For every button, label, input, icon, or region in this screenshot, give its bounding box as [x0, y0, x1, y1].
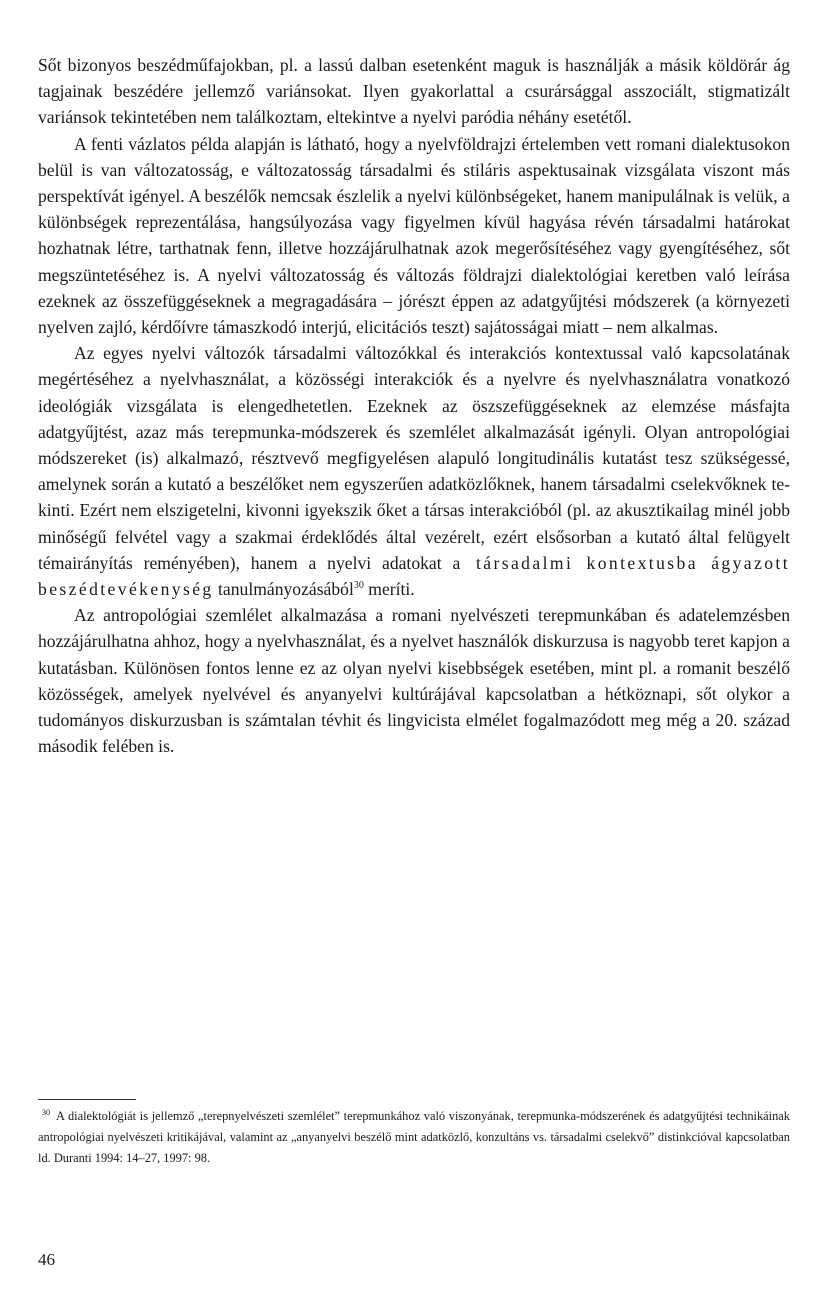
- paragraph-4: Az antropológiai szemlélet alkalmazása a romani nyelvészeti terepmunkában és adatelemzésben hozzájárulhatna ahhoz, hogy a nyelvhasználat, és a nyelvet használók diskurzusa is nagyobb teret kapjon a kutatásban. Különösen fontos lenne ez az olyan nyelvi kisebbségek esetében, mint pl. a romanit beszélő közösségek, amelyek nyelvével és anyanyelvi kultúrájával kapcsolatban a hétköznapi, sőt olykor a tudományos diskurzusban is számtalan tévhit és lingvicista elmélet fogalmazódott meg még a 20. század második felében is.: [38, 605, 790, 757]
- footnote: [38, 1106, 790, 1169]
- footnote-reference[interactable]: 30: [353, 580, 364, 592]
- page-body: [38, 52, 790, 759]
- footnote-divider: [38, 1099, 136, 1100]
- paragraph-2: A fenti vázlatos példa alapján is látható, hogy a nyelvföldrajzi értelemben vett romani dialektusokon belül is van változatosság, e változatosság társadalmi és stiláris aspektusainak vizsgálata viszont más perspektívát igényel. A beszélők nemcsak észlelik a nyelvi különbségeket, hanem manipulálnak is velük, a különbségek reprezentálása, hangsúlyozása vagy figyelmen kívül hagyása révén társadalmi határokat hozhatnak létre, tarthatnak fenn, illetve hozzájárulhatnak azok megerősítéséhez vagy gyengítéséhez, sőt megszüntetéséhez is. A nyelvi változatosság és változás földrajzi dialektológiai keretben való leírása ezeknek az összefüggéseknek a megragadására – jórészt éppen az adatgyűjtési módszerek (a környezeti nyelven zajló, kérdőívre támaszkodó interjú, elicitációs teszt) sajátosságai miatt – nem alkalmas.: [38, 133, 790, 338]
- paragraph-3: [38, 340, 790, 602]
- paragraph-3-spaced-text: a társadalmi kontextusba ágyazott beszédtevékenység: [38, 552, 790, 600]
- footnote-number: 30: [42, 1107, 50, 1117]
- footnote-text: A dialektológiát is jellemző „terepnyelvészeti szemlélet” terepmunkához való viszonyának, terepmunka-módszerének és adatgyűjtési technikáinak antropológiai nyelvészeti kritikájával, valamint az „anyanyelvi beszélő mint adatközlő, konzultáns vs. társadalmi cselekvő” distinkcióval kapcsolatban ld. Duranti 1994: 14–27, 1997: 98.: [38, 1109, 790, 1165]
- paragraph-3-tail: tanulmányozásából: [218, 579, 354, 600]
- paragraph-3-text: Az egyes nyelvi változók társadalmi változókkal és interakciós kontextussal való kapcsolatának megértéséhez a nyelvhasználat, a közösségi interakciók és a nyelvre és nyelvhasználatra vonatkozó ideológiák vizsgálata is elengedhetetlen. Ezeknek az öszszefüggéseknek az elemzése másfajta adatgyűjtést, azaz más terepmunka-módszerek és szemlélet alkalmazását igényli. Olyan antropológiai módszereket (is) alkalmazó, résztvevő megfigyelésen alapuló longitudinális kutatást tesz szükségessé, amelynek során a kutató a beszélőket nem egyszerűen adatközlőknek, hanem társadalmi cselekvőknek tekinti. Ezért nem elszigetelni, kivonni igyekszik őket a társas interakcióból (pl. az akusztikailag minél jobb minőségű felvétel vagy a szakmai érdeklődés által vezérelt, ezért elsősorban a kutató által felügyelt témairányítás reményében), hanem a nyelvi adatokat: [38, 343, 790, 573]
- page-number: 46: [38, 1250, 55, 1269]
- paragraph-3-end: meríti.: [368, 579, 415, 600]
- paragraph-1: Sőt bizonyos beszédműfajokban, pl. a lassú dalban esetenként maguk is használják a másik köldörár ág tagjainak beszédére jellemző variánsokat. Ilyen gyakorlattal a csurársággal asszociált, stigmatizált variánsok tekintetében nem találkoztam, eltekintve a nyelvi paródia néhány esetétől.: [38, 55, 790, 128]
